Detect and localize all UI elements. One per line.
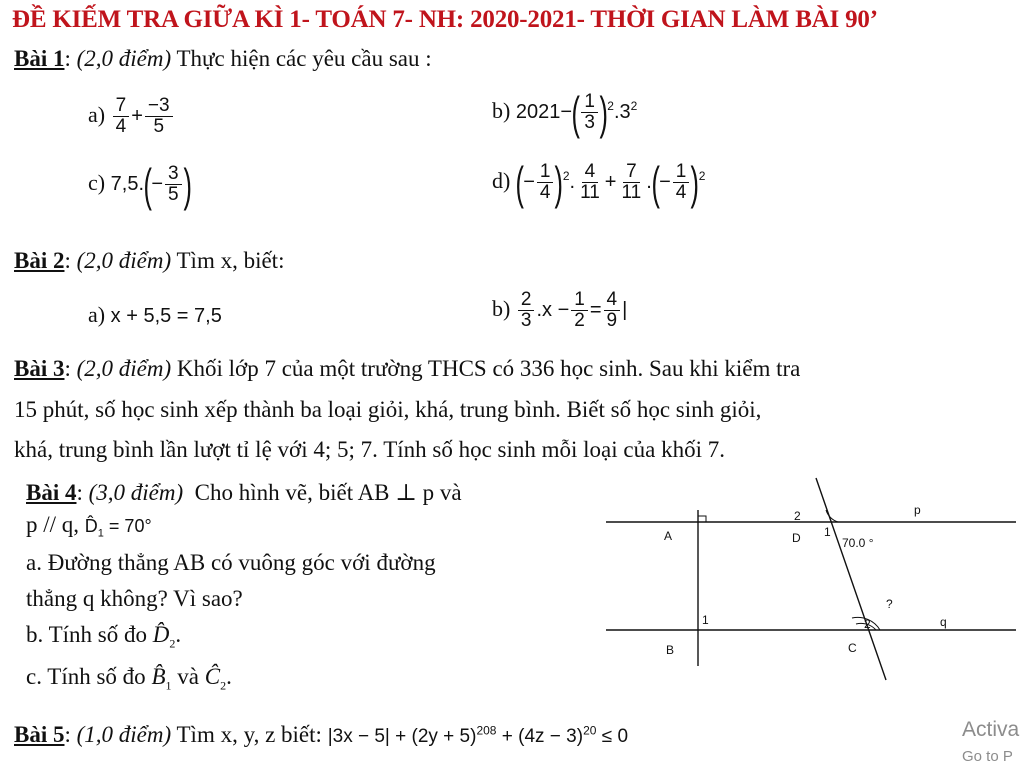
bai3-line2: 15 phút, số học sinh xếp thành ba loại giỏi, khá, trung bình. Biết số học sinh giỏi,: [14, 397, 762, 422]
bai1-b-tag: b): [492, 97, 511, 123]
bai1-d: d) (− $\frac{1}{4}$ )$^2$. $\frac{4}{11}$ + $\frac{7}{11}$ .(− $\frac{1}{4}$ )$^2$: [492, 156, 706, 209]
bai2-points: (2,0 điểm): [76, 248, 172, 273]
equation: x + 5,5 = 7,5: [110, 305, 222, 327]
label-B: B: [666, 643, 675, 657]
bai2-a: [88, 302, 222, 328]
exponent: 2: [630, 99, 638, 114]
fraction: $\frac{1}{3}$: [581, 92, 598, 133]
fraction: $\frac{-3}{5}$: [145, 96, 173, 137]
bai3-label: Bài 3: [14, 356, 65, 381]
bai2-a-tag: a): [88, 302, 106, 327]
bai4-question-b: b. Tính số đo $D̂_2$.: [26, 622, 182, 651]
label-angle-1-top: 1: [824, 525, 831, 539]
bai4-given: p // q, $D̂_1 = 70^\circ$: [26, 512, 152, 540]
fraction: $\frac{1}{2}$: [571, 290, 588, 331]
bai4-label: Bài 4: [26, 480, 77, 505]
bai2-b-tag: b): [492, 295, 511, 321]
expr-lead: 7,5.: [110, 172, 145, 195]
label-D: D: [792, 531, 801, 545]
bai5-expression: $|3x - 5| + (2y + 5)^{208} + (4z - 3)^{20} \le 0$: [327, 723, 629, 747]
bai4-text: Cho hình vẽ, biết AB ⊥ p và: [194, 480, 462, 505]
bai1-text: Thực hiện các yêu cầu sau :: [176, 46, 432, 71]
fraction: $\frac{4}{9}$: [604, 290, 621, 331]
fraction: $\frac{7}{4}$: [113, 96, 130, 137]
bai2-text: Tìm x, biết:: [176, 248, 285, 273]
minus-sign: −: [151, 172, 164, 195]
bai3-points: (2,0 điểm): [76, 356, 172, 381]
label-C: C: [848, 641, 857, 655]
bai5-label: Bài 5: [14, 722, 65, 747]
activation-watermark: Activa: [962, 718, 1020, 741]
bai1-c: c) 7,5.(− $\frac{3}{5}$ ): [88, 158, 192, 211]
bai2-b: b) $\frac{2}{3}$ .x − $\frac{1}{2}$ = $\frac{4}{9}$ |: [492, 289, 628, 331]
text-cursor: |: [622, 298, 628, 321]
bai1-d-tag: d): [492, 167, 511, 193]
label-angle-1-bottom: 1: [702, 613, 709, 627]
activation-watermark-sub: Go to P: [962, 748, 1013, 765]
bai1-a-tag: a): [88, 101, 106, 127]
fraction: $\frac{1}{4}$: [673, 162, 690, 203]
bai1-a: [88, 96, 175, 137]
bai2-label: Bài 2: [14, 248, 65, 273]
expr-tail: .3: [613, 100, 631, 123]
bai5-line: Bài 5: (1,0 điểm) Tìm x, y, z biết: $|3x - 5| + (2y + 5)^{208} + (4z - 3)^{20} \le 0$: [14, 722, 629, 747]
bai4-heading: Bài 4: (3,0 điểm) Cho hình vẽ, biết AB ⊥ p và: [26, 480, 462, 505]
bai5-text: Tìm x, y, z biết:: [176, 722, 322, 747]
label-p: p: [914, 503, 921, 517]
exam-title: ĐỀ KIẾM TRA GIỮA KÌ 1- TOÁN 7- NH: 2020-2021- THỜI GIAN LÀM BÀI 90’: [12, 6, 878, 33]
expr-lead: 2021−: [515, 100, 573, 123]
bai4-question-a: a. Đường thẳng AB có vuông góc với đường: [26, 550, 436, 575]
fraction: $\frac{4}{11}$: [580, 161, 600, 203]
bai3-text1: Khối lớp 7 của một trường THCS có 336 học sinh. Sau khi kiểm tra: [176, 356, 801, 381]
exponent: 2: [607, 99, 614, 114]
bai5-points: (1,0 điểm): [76, 722, 172, 747]
bai2-heading: Bài 2: (2,0 điểm) Tìm x, biết:: [14, 248, 285, 273]
fraction: $\frac{7}{11}$: [621, 161, 642, 203]
bai4-question-c: c. Tính số đo $B̂_1$ và $Ĉ_2$.: [26, 664, 232, 693]
bai1-c-tag: c): [88, 169, 106, 195]
operator: +: [131, 104, 143, 127]
fraction: $\frac{1}{4}$: [537, 162, 554, 203]
label-angle-2-top: 2: [794, 509, 801, 523]
bai4-points: (3,0 điểm): [88, 480, 184, 505]
bai1-heading: Bài 1: (2,0 điểm) Thực hiện các yêu cầu sau :: [14, 46, 432, 71]
bai1-points: (2,0 điểm): [76, 46, 172, 71]
label-angle-2-bottom: 2: [864, 617, 871, 631]
geometry-figure: [600, 470, 1024, 690]
fraction: $\frac{2}{3}$: [518, 290, 535, 331]
bai4-question-a2: thẳng q không? Vì sao?: [26, 586, 243, 611]
label-A: A: [664, 529, 673, 543]
bai3-line3: khá, trung bình lần lượt tỉ lệ với 4; 5; 7. Tính số học sinh mỗi loại của khối 7.: [14, 437, 725, 462]
label-q: q: [940, 615, 947, 629]
right-angle-mark: [698, 516, 706, 522]
bai3-line1: Bài 3: (2,0 điểm) Khối lớp 7 của một trường THCS có 336 học sinh. Sau khi kiểm tra: [14, 356, 801, 381]
bai1-b: b) 2021−( $\frac{1}{3}$ )$^2.3^2$: [492, 86, 638, 139]
bai1-label: Bài 1: [14, 46, 65, 71]
label-unknown: ?: [886, 597, 893, 611]
fraction: $\frac{3}{5}$: [165, 164, 182, 205]
label-angle-70: 70.0 °: [842, 536, 874, 550]
